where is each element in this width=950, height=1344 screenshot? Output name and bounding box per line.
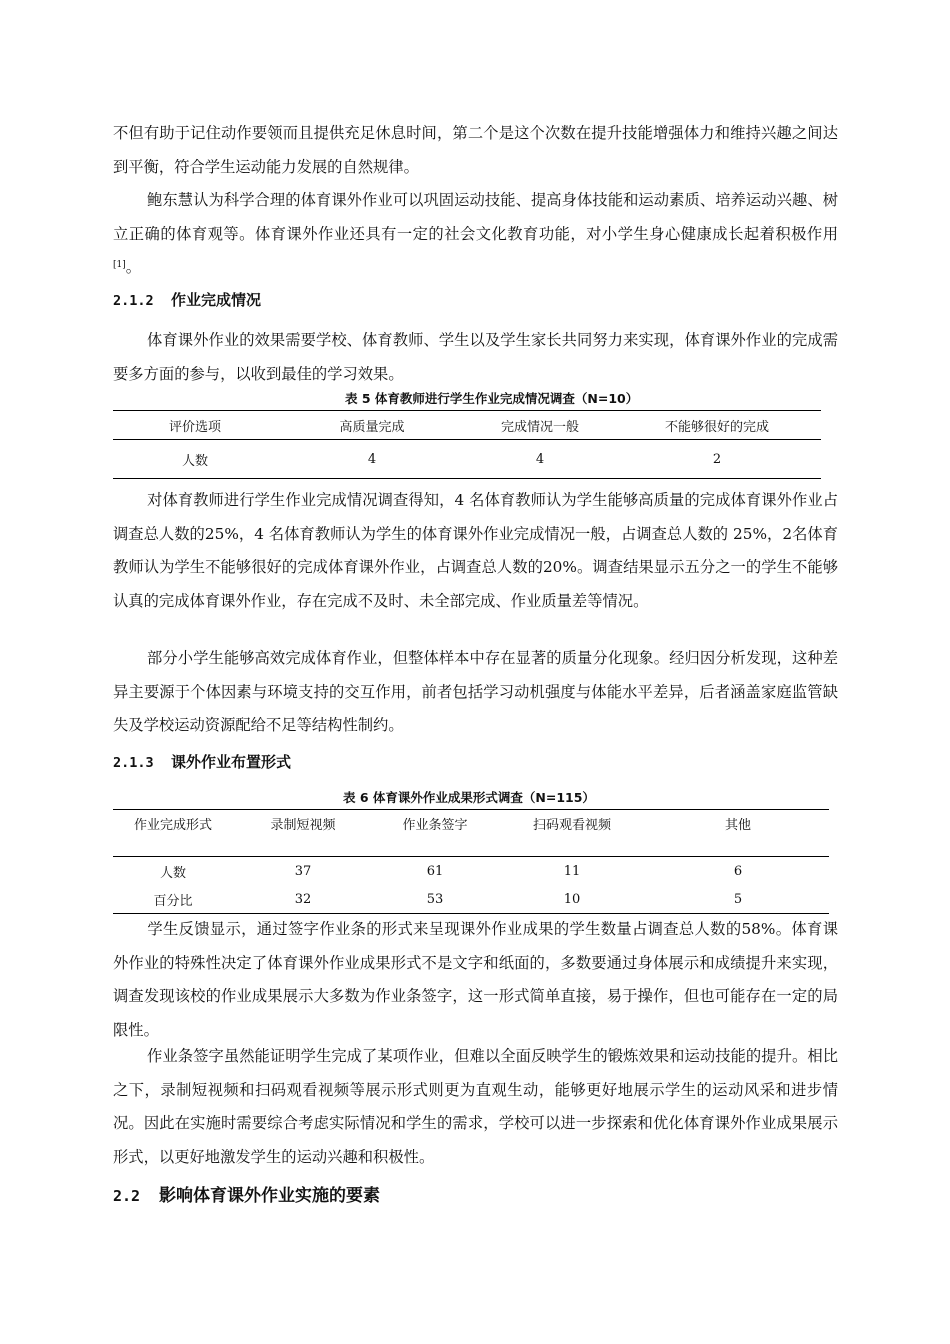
table-cell: 5: [733, 891, 743, 907]
table-row: [113, 857, 829, 886]
paragraph-2: 鲍东慧认为科学合理的体育课外作业可以巩固运动技能、提高身体技能和运动素质、培养运动兴趣、树立正确的体育观等。体育课外作业还具有一定的社会文化教育功能，对小学生身心健康成长起着积极作用[1]。: [113, 191, 838, 276]
table-row: [113, 885, 829, 914]
table-header-row: [113, 810, 829, 857]
table-header-cell: 作业条签字: [373, 810, 497, 857]
table-cell: 百分比: [153, 893, 193, 909]
table-cell: 10: [563, 891, 581, 907]
table-cell: 6: [733, 863, 743, 879]
table-header-cell: 完成情况一般: [467, 411, 613, 440]
table-cell: 37: [294, 863, 312, 879]
paragraph-4: 对体育教师进行学生作业完成情况调查得知，4 名体育教师认为学生能够高质量的完成体育课外作业占调查总人数的25%，4 名体育教师认为学生的体育课外作业完成情况一般，占调查总人数的 25%，2名体育教师认为学生不能够很好的完成体育课外作业，占调查总人数的20%。调查结果显示五分之一的学生不能够认真的完成体育课外作业，存在完成不及时、未全部完成、作业质量差等情况。: [113, 491, 838, 610]
paragraph-3: 体育课外作业的效果需要学校、体育教师、学生以及学生家长共同努力来实现，体育课外作业的完成需要多方面的参与，以收到最佳的学习效果。: [113, 331, 838, 383]
table-row: [113, 440, 821, 479]
table-header-cell: 不能够很好的完成: [613, 411, 821, 440]
table-cell: 32: [294, 891, 312, 907]
table-cell: 人数: [159, 865, 186, 881]
section-heading-2-1-3: 2.1.3 课外作业布置形式: [113, 753, 292, 771]
table-header-row: [113, 411, 821, 440]
table-cell: 4: [535, 451, 545, 467]
paragraph-1: 不但有助于记住动作要领而且提供充足休息时间，第二个是这个次数在提升技能增强体力和维持兴趣之间达到平衡，符合学生运动能力发展的自然规律。: [113, 124, 838, 176]
table-header-cell: 录制短视频: [233, 810, 373, 857]
section-heading-2-1-2: 2.1.2 作业完成情况: [113, 291, 262, 309]
table-5: [113, 410, 821, 479]
paragraph-7: 作业条签字虽然能证明学生完成了某项作业，但难以全面反映学生的锻炼效果和运动技能的提升。相比之下，录制短视频和扫码观看视频等展示形式则更为直观生动，能够更好地展示学生的运动风采和进步情况。因此在实施时需要综合考虑实际情况和学生的需求，学校可以进一步探索和优化体育课外作业成果展示形式，以更好地激发学生的运动兴趣和积极性。: [113, 1047, 838, 1166]
table-header-cell: 作业完成形式: [113, 810, 233, 857]
table-cell: 11: [563, 863, 581, 879]
paragraph-5: 部分小学生能够高效完成体育作业，但整体样本中存在显著的质量分化现象。经归因分析发现，这种差异主要源于个体因素与环境支持的交互作用，前者包括学习动机强度与体能水平差异，后者涵盖家庭监管缺失及学校运动资源配给不足等结构性制约。: [113, 649, 838, 734]
table-5-caption: 表 5 体育教师进行学生作业完成情况调查（N=10）: [345, 391, 639, 406]
citation-ref: [1]: [113, 260, 126, 270]
table-header-cell: 评价选项: [113, 411, 277, 440]
paragraph-6: 学生反馈显示，通过签字作业条的形式来呈现课外作业成果的学生数量占调查总人数的58%。体育课外作业的特殊性决定了体育课外作业成果形式不是文字和纸面的，多数要通过身体展示和成绩提升来实现，调查发现该校的作业成果展示大多数为作业条签字，这一形式简单直接，易于操作，但也可能存在一定的局限性。: [113, 920, 838, 1039]
table-header-cell: 高质量完成: [277, 411, 467, 440]
section-heading-2-2: 2.2 影响体育课外作业实施的要素: [113, 1186, 380, 1206]
table-cell: 人数: [181, 453, 208, 469]
table-header-cell: 其他: [647, 810, 829, 857]
table-6: [113, 809, 829, 914]
table-cell: 2: [712, 451, 722, 467]
table-cell: 61: [426, 863, 444, 879]
table-cell: 53: [426, 891, 444, 907]
table-header-cell: 扫码观看视频: [497, 810, 647, 857]
table-6-caption: 表 6 体育课外作业成果形式调查（N=115）: [343, 790, 595, 805]
table-cell: 4: [367, 451, 377, 467]
